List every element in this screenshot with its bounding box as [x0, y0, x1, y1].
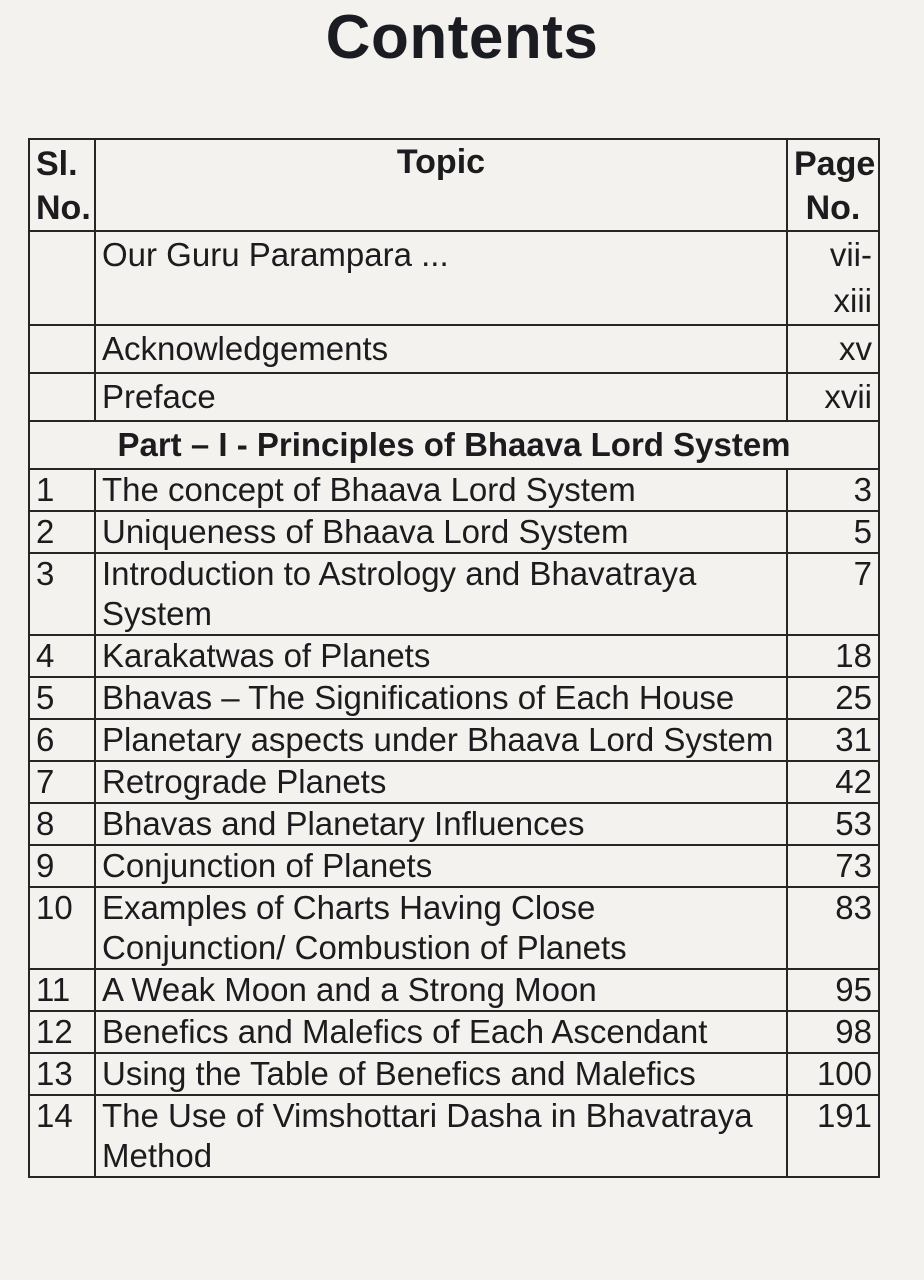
table-row: [29, 469, 879, 511]
table-row: [29, 803, 879, 845]
table-row: [29, 325, 879, 373]
sl-no-cell: 4: [29, 635, 95, 677]
page-no-cell: 191: [787, 1095, 879, 1177]
topic-cell: Planetary aspects under Bhaava Lord System: [95, 719, 787, 761]
topic-cell: Examples of Charts Having Close Conjunction/ Combustion of Planets: [95, 887, 787, 969]
topic-cell: Bhavas and Planetary Influences: [95, 803, 787, 845]
sl-no-header: Sl. No.: [29, 139, 95, 231]
sl-no-cell: [29, 231, 95, 325]
page-no-cell: xvii: [787, 373, 879, 421]
part-heading-row: [29, 421, 879, 469]
page-no-header: Page No.: [787, 139, 879, 231]
sl-no-cell: 5: [29, 677, 95, 719]
sl-no-cell: 1: [29, 469, 95, 511]
table-row: [29, 1011, 879, 1053]
topic-cell: Using the Table of Benefics and Malefics: [95, 1053, 787, 1095]
table-row: [29, 845, 879, 887]
table-row: [29, 373, 879, 421]
sl-no-cell: 13: [29, 1053, 95, 1095]
topic-cell: Retrograde Planets: [95, 761, 787, 803]
topic-header: Topic: [95, 139, 787, 231]
sl-no-cell: 10: [29, 887, 95, 969]
page-title: Contents: [325, 3, 599, 72]
page-no-cell: 100: [787, 1053, 879, 1095]
table-row: [29, 1095, 879, 1177]
page-no-cell: 7: [787, 553, 879, 635]
topic-cell: Uniqueness of Bhaava Lord System: [95, 511, 787, 553]
topic-cell: The concept of Bhaava Lord System: [95, 469, 787, 511]
page-no-cell: 98: [787, 1011, 879, 1053]
topic-cell: Introduction to Astrology and Bhavatraya System: [95, 553, 787, 635]
page-no-cell: 42: [787, 761, 879, 803]
table-row: [29, 553, 879, 635]
page-no-cell: 18: [787, 635, 879, 677]
sl-no-cell: 3: [29, 553, 95, 635]
table-row: [29, 231, 879, 325]
page-no-cell: vii-xiii: [787, 231, 879, 325]
sl-no-cell: 7: [29, 761, 95, 803]
page-no-cell: 5: [787, 511, 879, 553]
sl-no-cell: 14: [29, 1095, 95, 1177]
page-no-cell: 73: [787, 845, 879, 887]
page-no-cell: xv: [787, 325, 879, 373]
chapter-list: [29, 469, 879, 1177]
topic-cell: Our Guru Parampara ...: [95, 231, 787, 325]
table-row: [29, 761, 879, 803]
page-no-cell: 83: [787, 887, 879, 969]
page-no-cell: 95: [787, 969, 879, 1011]
topic-cell: The Use of Vimshottari Dasha in Bhavatraya Method: [95, 1095, 787, 1177]
front-matter: [29, 231, 879, 421]
topic-cell: Conjunction of Planets: [95, 845, 787, 887]
table-row: [29, 969, 879, 1011]
page-no-cell: 3: [787, 469, 879, 511]
topic-cell: A Weak Moon and a Strong Moon: [95, 969, 787, 1011]
page-no-cell: 53: [787, 803, 879, 845]
page-no-cell: 25: [787, 677, 879, 719]
topic-cell: Acknowledgements: [95, 325, 787, 373]
sl-no-cell: [29, 325, 95, 373]
sl-no-cell: 11: [29, 969, 95, 1011]
sl-no-cell: 8: [29, 803, 95, 845]
table-row: [29, 887, 879, 969]
part-heading: Part – I - Principles of Bhaava Lord System: [29, 421, 879, 469]
header-row: [29, 139, 879, 231]
sl-no-cell: 6: [29, 719, 95, 761]
sl-no-cell: 12: [29, 1011, 95, 1053]
topic-cell: Preface: [95, 373, 787, 421]
table-row: [29, 1053, 879, 1095]
topic-cell: Benefics and Malefics of Each Ascendant: [95, 1011, 787, 1053]
topic-cell: Karakatwas of Planets: [95, 635, 787, 677]
sl-no-cell: 2: [29, 511, 95, 553]
sl-no-cell: 9: [29, 845, 95, 887]
table-row: [29, 635, 879, 677]
sl-no-cell: [29, 373, 95, 421]
page-no-cell: 31: [787, 719, 879, 761]
table-row: [29, 511, 879, 553]
table-row: [29, 719, 879, 761]
table-row: [29, 677, 879, 719]
topic-cell: Bhavas – The Significations of Each House: [95, 677, 787, 719]
contents-table: [28, 138, 880, 1178]
